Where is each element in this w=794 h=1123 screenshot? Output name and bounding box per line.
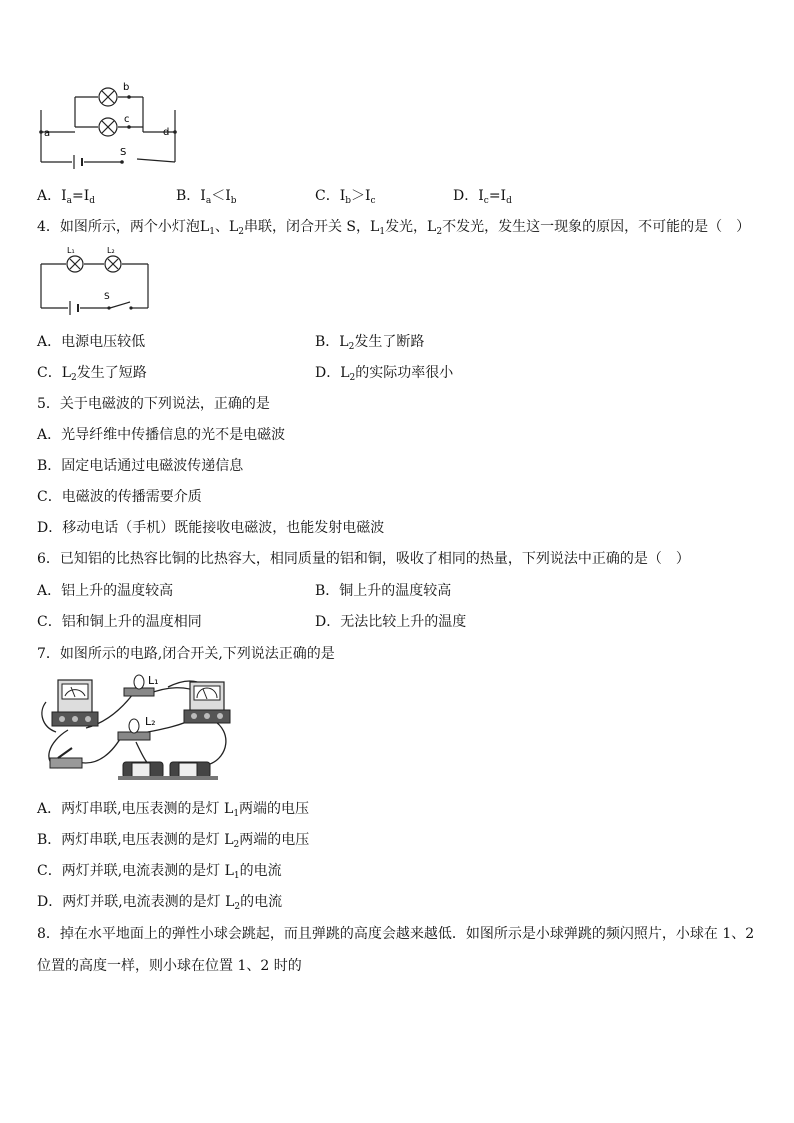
q7-option-b[interactable]: B．两灯串联,电压表测的是灯 $L_2$两端的电压 [37, 832, 310, 850]
label-d: d [163, 127, 170, 138]
voltmeter-icon [52, 680, 98, 726]
q5-option-d[interactable]: D．移动电话（手机）既能接收电磁波，也能发射电磁波 [37, 520, 385, 536]
q6-option-b[interactable]: B．铜上升的温度较高 [315, 583, 452, 599]
q7-stem: 7．如图所示的电路,闭合开关,下列说法正确的是 [37, 646, 335, 662]
q7-option-c[interactable]: C．两灯并联,电流表测的是灯 $L_1$的电流 [37, 863, 282, 881]
q4-option-c[interactable]: C．$L_2$发生了短路 [37, 365, 147, 383]
q3-option-a[interactable]: A．$I_a=I_d$ [37, 188, 96, 206]
label-a: a [44, 128, 51, 139]
switch-icon [50, 748, 82, 768]
q7-option-a[interactable]: A．两灯串联,电压表测的是灯 $L_1$两端的电压 [37, 801, 310, 819]
q8-stem-line2: 位置的高度一样，则小球在位置 1、2 时的 [37, 958, 302, 974]
q7-option-d[interactable]: D．两灯并联,电流表测的是灯 $L_2$的电流 [37, 894, 283, 912]
label-l2: L₂ [145, 715, 156, 728]
q5-option-b[interactable]: B．固定电话通过电磁波传递信息 [37, 458, 244, 474]
q4-option-b[interactable]: B．$L_2$发生了断路 [315, 334, 425, 352]
q4-option-d[interactable]: D．$L_2$的实际功率很小 [315, 365, 454, 383]
ammeter-icon [184, 682, 230, 723]
q4-stem: 4．如图所示，两个小灯泡$L_1$、$L_2$串联，闭合开关 S，$L_1$发光，$L_2$不发光，发生这一现象的原因，不可能的是（ ） [37, 219, 751, 237]
circuit-figure-q4 [38, 244, 153, 316]
circuit-photo-q7 [38, 672, 253, 784]
q6-stem: 6．已知铝的比热容比铜的比热容大，相同质量的铝和铜，吸收了相同的热量，下列说法中正确的是（ ） [37, 551, 690, 567]
label-c: c [124, 114, 130, 125]
q8-stem-line1: 8．掉在水平地面上的弹性小球会跳起，而且弹跳的高度会越来越低．如图所示是小球弹跳的频闪照片，小球在 1、2 [37, 926, 755, 942]
q6-option-c[interactable]: C．铝和铜上升的温度相同 [37, 614, 202, 630]
label-l1: L₁ [148, 674, 159, 687]
label-b: b [123, 82, 130, 93]
q3-option-d[interactable]: D．$I_c=I_d$ [453, 188, 512, 206]
label-s: S [120, 147, 127, 158]
label-l1: L₁ [67, 246, 75, 255]
q6-option-a[interactable]: A．铝上升的温度较高 [37, 583, 174, 599]
battery-icon [118, 762, 218, 780]
label-s: S [104, 292, 110, 302]
q6-option-d[interactable]: D．无法比较上升的温度 [315, 614, 467, 630]
q5-stem: 5．关于电磁波的下列说法，正确的是 [37, 396, 270, 412]
q3-option-c[interactable]: C．$I_b>I_c$ [315, 188, 376, 206]
q4-option-a[interactable]: A．电源电压较低 [37, 334, 146, 350]
q5-option-a[interactable]: A．光导纤维中传播信息的光不是电磁波 [37, 427, 286, 443]
label-l2: L₂ [107, 246, 115, 255]
circuit-figure-q3 [38, 80, 188, 170]
q3-option-b[interactable]: B．$I_a<I_b$ [176, 188, 237, 206]
q5-option-c[interactable]: C．电磁波的传播需要介质 [37, 489, 202, 505]
